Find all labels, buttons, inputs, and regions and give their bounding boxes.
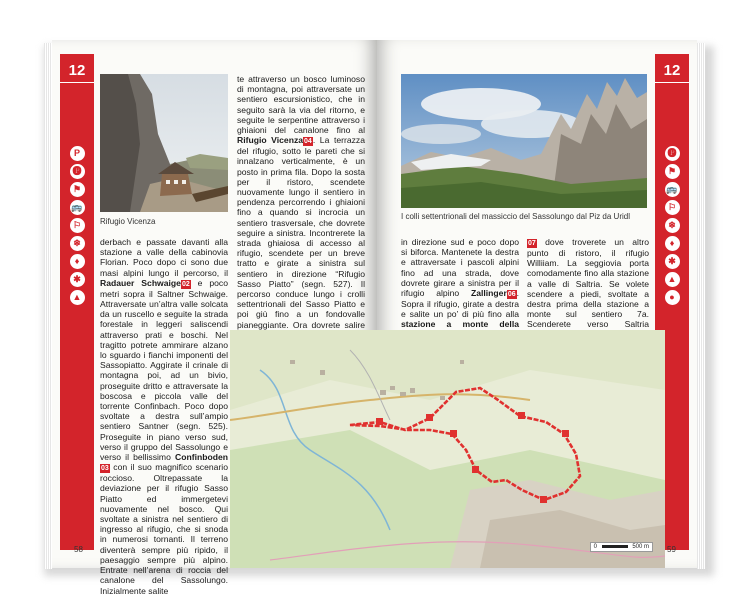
feature-icon: ✱: [70, 272, 85, 287]
waypoint-tag: 03: [101, 465, 109, 473]
feature-icon: 🅟: [70, 164, 85, 179]
left-text-column-1: [100, 237, 228, 596]
hiking-route-map: [230, 330, 665, 568]
place-name: Rifugio Vicenza: [237, 135, 304, 146]
place-name: Confinboden: [175, 452, 228, 463]
waypoint-tag: 06: [507, 291, 516, 299]
place-name: Zallinger: [470, 288, 507, 299]
feature-icon: ▲: [665, 272, 680, 287]
waypoint-tag: 02: [181, 280, 190, 288]
place-name: stazione a monte della: [401, 319, 519, 330]
body-text: . Sopra il rifugio, girate a destra e salite un po’ di più fino alla: [401, 288, 519, 320]
feature-icon: ▲: [70, 290, 85, 305]
feature-icon: ✱: [665, 254, 680, 269]
feature-icon: P: [70, 146, 85, 161]
left-icon-column: [60, 146, 94, 308]
feature-icon: ♦: [665, 236, 680, 251]
right-page-number: 59: [667, 545, 676, 554]
feature-icon: 🚌: [665, 182, 680, 197]
waypoint-tag: 07: [528, 240, 536, 247]
rifugio-vicenza-photo: [100, 74, 228, 212]
left-chapter-number: 12: [60, 60, 94, 83]
scale-zero-label: 0: [593, 544, 597, 550]
right-text-column-1: [401, 237, 519, 340]
feature-icon: ♦: [70, 254, 85, 269]
feature-icon: 🅟: [665, 146, 680, 161]
body-text: te attraverso un bosco luminoso di montagna, poi attraversate un sentiero escursionistico, che in seguito sarà la via del ritorno, e seguite le serpentine attraverso i ghiaioni del canalone fino al: [237, 74, 365, 136]
open-book: [40, 40, 710, 596]
waypoint-tag: 04: [304, 138, 312, 146]
feature-icon: ⚑: [665, 164, 680, 179]
body-text: con il suo magnifico scenario roccioso. Oltrepassate la deviazione per il rifugio Sasso Piatto ed immergetevi nuovamente nel bosco. Qui svoltate a sinistra nel sentiero di ingresso al rifugio, che si snoda in numerosi tornanti. Il terreno diventerà sempre più ripido, il paesaggio sempre più alpino. Entrate nell’arena di roccia del canalone del Sassolungo. Inizialmente salite: [100, 462, 228, 596]
feature-icon: ❄: [70, 236, 85, 251]
body-text: dove troverete un altro punto di ristoro, il rifugio Williiam. La seggiovia porta comodamente fino alla stazione a valle di Saltria. Se volete scendere a piedi, svoltate a destra prima della stazione a monte sul sentiero 7a. Scenderete verso Saltria: [527, 237, 649, 330]
feature-icon: ⚐: [70, 218, 85, 233]
feature-icon: ⚑: [70, 182, 85, 197]
page-edges-right: [697, 43, 705, 569]
map-scale-bar: [590, 542, 653, 552]
feature-icon: ●: [665, 290, 680, 305]
sassolungo-photo: [401, 74, 647, 208]
left-text-column-2: [237, 74, 365, 351]
body-text: e poco metri sopra il Saltner Schwaige. Attraversate un’altra valle solcata da un ruscello e seguite la strada forestale in leggeri saliscendi attraverso prati e boschi. Nel tragitto potrete ammirare alzano lo sguardo i fianchi imponenti del Sassopiatto. Aggirate il crinale di montagna poi, ad un bivio, proseguite dritto e attraversate la boscosa e piccola valle del torrente Confinbach. Poco dopo svoltate a destra sull’ampio sentiero Santner (segn. 525). Proseguite in piano verso sud, verso il gruppo del Sassolungo e verso il bellissimo: [100, 277, 228, 463]
scale-distance-label: 500 m: [632, 544, 649, 550]
feature-icon: 🚌: [70, 200, 85, 215]
body-text: derbach e passate davanti alla stazione a valle della cabinovia Florian. Poco dopo ci sono due masi alpini lungo il percorso, il: [100, 237, 228, 278]
right-photo-caption: I colli settentrionali del massiccio del Sassolungo dal Piz da Uridl: [401, 212, 630, 221]
left-chapter-sidebar: [60, 54, 94, 550]
left-page-number: 58: [74, 545, 83, 554]
feature-icon: ⚐: [665, 200, 680, 215]
feature-icon: ❄: [665, 218, 680, 233]
right-chapter-number: 12: [655, 60, 689, 83]
body-text: in direzione sud e poco dopo si biforca. Mantenete la destra e attraversate i pascoli alpini fino ad una strada, dove dovrete girare a sinistra per il rifugio alpino: [401, 237, 519, 299]
page-edges-left: [44, 43, 52, 569]
body-text: . La terrazza del rifugio, sotto le pareti che si innalzano verticalmente, è un posto in prima fila. Dopo la sosta per il ristoro, scendete nuovamente lungo il sentiero in pendenza percorrendo i ghiaioni fino a quando si incrocia un sentiero trasversale, che dovrete seguire a sinistra. Incontrerete la strada ghiaiosa di accesso al rifugio, scendete per un breve tratto e girate a sinistra sul sentiero in direzione “Rifugio Sasso Piatto” (segn. 527). Il percorso conduce lungo i crolli settentrionali del Sasso Piatto e poi giù fino a un fondovalle pianeggiante. Ora dovrete salire: [237, 135, 365, 330]
left-photo-caption: Rifugio Vicenza: [100, 217, 156, 226]
right-icon-column: [655, 146, 689, 308]
place-name: Radauer Schwaige: [100, 277, 181, 288]
